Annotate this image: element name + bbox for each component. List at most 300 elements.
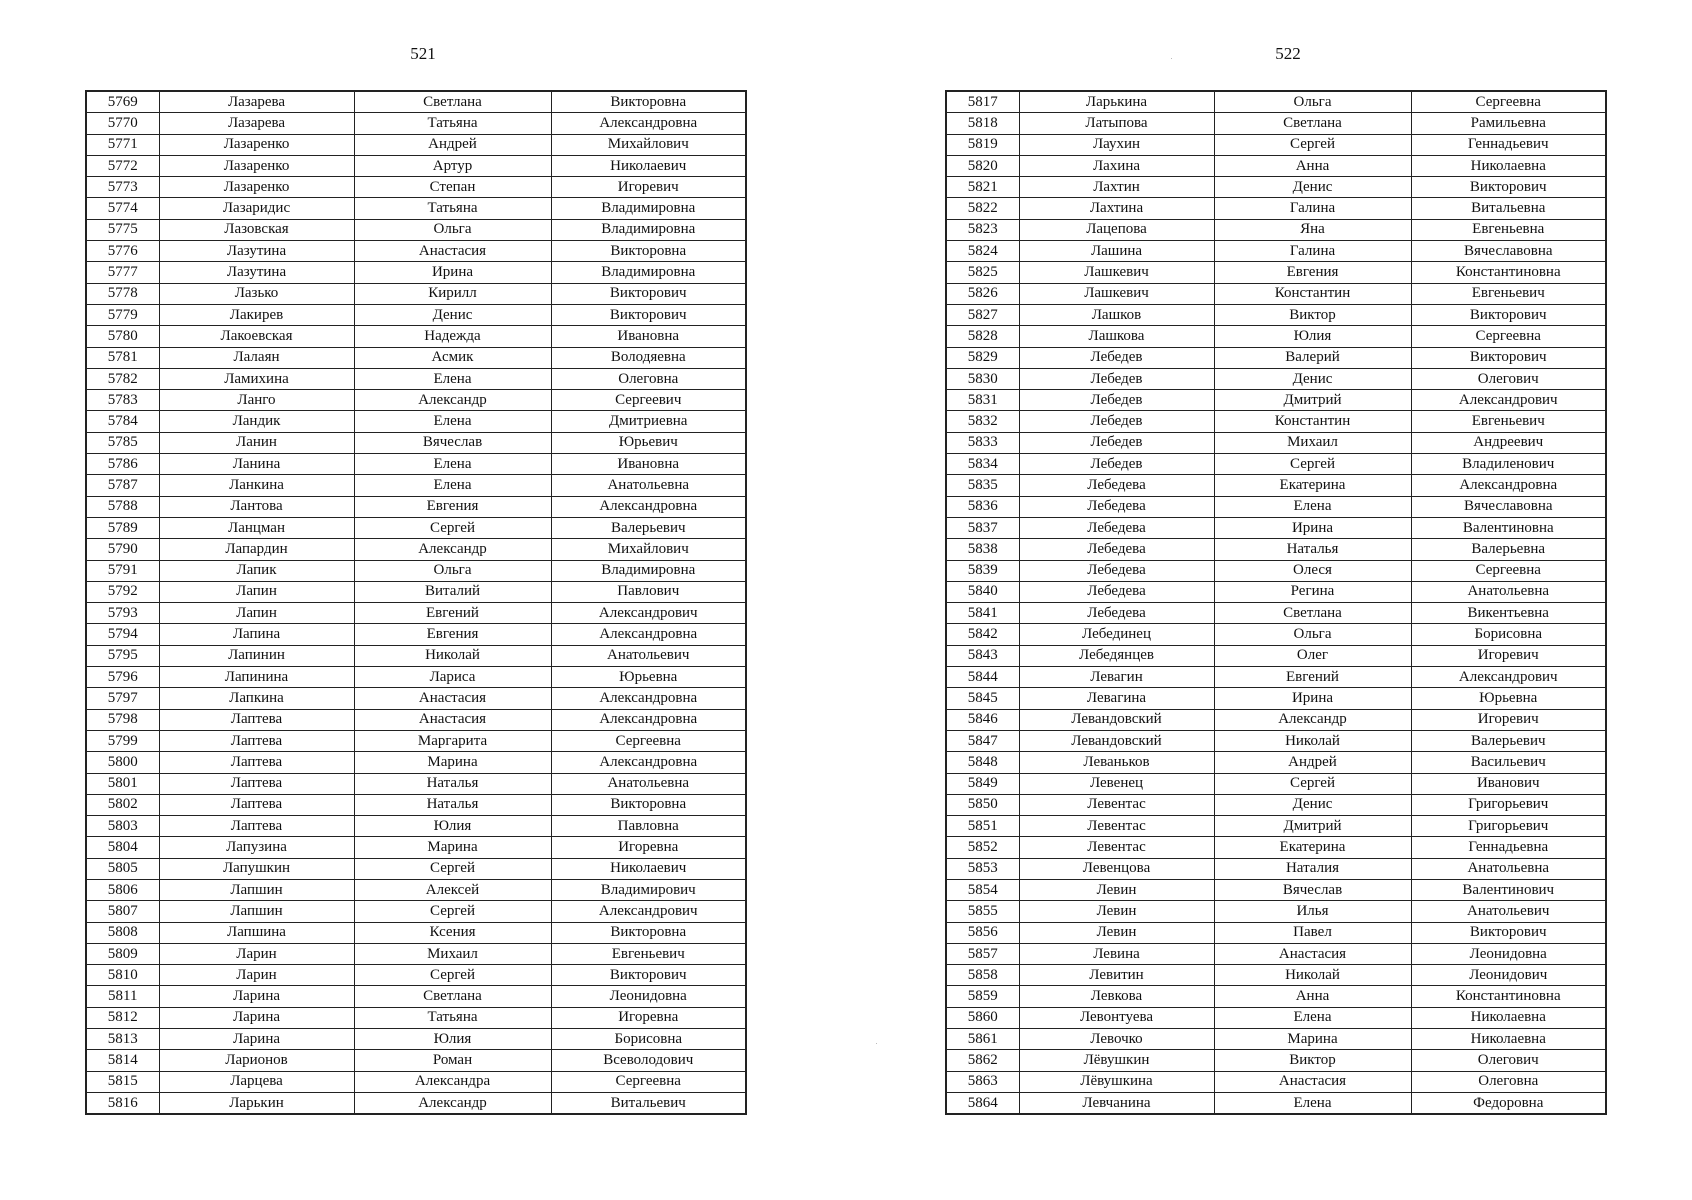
first-name-cell: Елена (354, 454, 551, 475)
table-row (86, 816, 746, 837)
last-name-cell: Ларин (159, 943, 354, 964)
roster-table-left (85, 90, 747, 1115)
first-name-cell: Виталий (354, 581, 551, 602)
first-name-cell: Евгений (1214, 667, 1411, 688)
row-number-cell: 5809 (86, 943, 159, 964)
first-name-cell: Екатерина (1214, 475, 1411, 496)
patronymic-cell: Вячеславовна (1411, 241, 1606, 262)
patronymic-cell: Юрьевич (551, 432, 746, 453)
table-row (946, 411, 1606, 432)
patronymic-cell: Дмитриевна (551, 411, 746, 432)
first-name-cell: Александр (1214, 709, 1411, 730)
patronymic-cell: Павлович (551, 581, 746, 602)
patronymic-cell: Александрович (551, 901, 746, 922)
last-name-cell: Лапшин (159, 901, 354, 922)
row-number-cell: 5784 (86, 411, 159, 432)
first-name-cell: Марина (354, 752, 551, 773)
patronymic-cell: Леонидович (1411, 965, 1606, 986)
row-number-cell: 5852 (946, 837, 1019, 858)
scan-speck (1171, 58, 1172, 59)
patronymic-cell: Владимировна (551, 219, 746, 240)
row-number-cell: 5840 (946, 581, 1019, 602)
table-row (946, 901, 1606, 922)
last-name-cell: Леваньков (1019, 752, 1214, 773)
table-row (86, 667, 746, 688)
table-row (946, 560, 1606, 581)
last-name-cell: Лаптева (159, 816, 354, 837)
table-row (86, 1092, 746, 1114)
last-name-cell: Левагин (1019, 667, 1214, 688)
table-row (946, 283, 1606, 304)
table-row (946, 943, 1606, 964)
table-row (946, 730, 1606, 751)
last-name-cell: Лебедева (1019, 475, 1214, 496)
patronymic-cell: Федоровна (1411, 1092, 1606, 1114)
first-name-cell: Галина (1214, 198, 1411, 219)
last-name-cell: Левочко (1019, 1029, 1214, 1050)
table-row (946, 113, 1606, 134)
patronymic-cell: Викторович (551, 965, 746, 986)
table-row (946, 667, 1606, 688)
table-row (86, 454, 746, 475)
table-row (946, 752, 1606, 773)
first-name-cell: Дмитрий (1214, 390, 1411, 411)
patronymic-cell: Валерьевна (1411, 539, 1606, 560)
first-name-cell: Николай (1214, 730, 1411, 751)
first-name-cell: Светлана (354, 986, 551, 1007)
first-name-cell: Дмитрий (1214, 816, 1411, 837)
row-number-cell: 5822 (946, 198, 1019, 219)
table-row (86, 624, 746, 645)
last-name-cell: Лаухин (1019, 134, 1214, 155)
last-name-cell: Ларина (159, 1007, 354, 1028)
patronymic-cell: Александрович (551, 603, 746, 624)
last-name-cell: Лаптева (159, 773, 354, 794)
first-name-cell: Ольга (1214, 624, 1411, 645)
patronymic-cell: Олегович (1411, 368, 1606, 389)
patronymic-cell: Владимирович (551, 879, 746, 900)
row-number-cell: 5792 (86, 581, 159, 602)
patronymic-cell: Константиновна (1411, 262, 1606, 283)
first-name-cell: Ирина (354, 262, 551, 283)
table-row (86, 879, 746, 900)
scan-speck (876, 1043, 877, 1044)
row-number-cell: 5847 (946, 730, 1019, 751)
last-name-cell: Левонтуева (1019, 1007, 1214, 1028)
row-number-cell: 5830 (946, 368, 1019, 389)
first-name-cell: Светлана (1214, 603, 1411, 624)
first-name-cell: Сергей (354, 517, 551, 538)
row-number-cell: 5856 (946, 922, 1019, 943)
first-name-cell: Светлана (1214, 113, 1411, 134)
patronymic-cell: Валерьевич (551, 517, 746, 538)
row-number-cell: 5797 (86, 688, 159, 709)
row-number-cell: 5813 (86, 1029, 159, 1050)
row-number-cell: 5834 (946, 454, 1019, 475)
first-name-cell: Надежда (354, 326, 551, 347)
patronymic-cell: Леонидовна (1411, 943, 1606, 964)
row-number-cell: 5769 (86, 91, 159, 113)
patronymic-cell: Викторович (551, 283, 746, 304)
row-number-cell: 5835 (946, 475, 1019, 496)
row-number-cell: 5781 (86, 347, 159, 368)
patronymic-cell: Александровна (551, 496, 746, 517)
first-name-cell: Анастасия (354, 688, 551, 709)
row-number-cell: 5790 (86, 539, 159, 560)
patronymic-cell: Юрьевна (1411, 688, 1606, 709)
row-number-cell: 5800 (86, 752, 159, 773)
last-name-cell: Левентас (1019, 794, 1214, 815)
first-name-cell: Татьяна (354, 1007, 551, 1028)
row-number-cell: 5787 (86, 475, 159, 496)
last-name-cell: Лебедев (1019, 347, 1214, 368)
row-number-cell: 5808 (86, 922, 159, 943)
row-number-cell: 5864 (946, 1092, 1019, 1114)
patronymic-cell: Валентинович (1411, 879, 1606, 900)
patronymic-cell: Евгеньевна (1411, 219, 1606, 240)
last-name-cell: Ланцман (159, 517, 354, 538)
first-name-cell: Ольга (1214, 91, 1411, 113)
row-number-cell: 5812 (86, 1007, 159, 1028)
first-name-cell: Сергей (1214, 134, 1411, 155)
patronymic-cell: Николаевна (1411, 1007, 1606, 1028)
table-row (946, 773, 1606, 794)
patronymic-cell: Игоревна (551, 837, 746, 858)
first-name-cell: Александр (354, 1092, 551, 1114)
first-name-cell: Светлана (354, 91, 551, 113)
last-name-cell: Лантова (159, 496, 354, 517)
first-name-cell: Ольга (354, 560, 551, 581)
first-name-cell: Анастасия (354, 709, 551, 730)
last-name-cell: Лаптева (159, 794, 354, 815)
row-number-cell: 5833 (946, 432, 1019, 453)
patronymic-cell: Николаевич (551, 858, 746, 879)
last-name-cell: Лацепова (1019, 219, 1214, 240)
last-name-cell: Лашков (1019, 304, 1214, 325)
first-name-cell: Олег (1214, 645, 1411, 666)
first-name-cell: Наталья (354, 773, 551, 794)
last-name-cell: Лазарева (159, 91, 354, 113)
table-row (86, 730, 746, 751)
first-name-cell: Юлия (1214, 326, 1411, 347)
last-name-cell: Лапшин (159, 879, 354, 900)
row-number-cell: 5773 (86, 177, 159, 198)
first-name-cell: Анастасия (1214, 943, 1411, 964)
table-row (946, 1071, 1606, 1092)
patronymic-cell: Олеговна (551, 368, 746, 389)
last-name-cell: Лебедев (1019, 411, 1214, 432)
last-name-cell: Лебедева (1019, 517, 1214, 538)
roster-table-right (945, 90, 1607, 1115)
last-name-cell: Левин (1019, 922, 1214, 943)
last-name-cell: Левагина (1019, 688, 1214, 709)
row-number-cell: 5807 (86, 901, 159, 922)
last-name-cell: Лаптева (159, 709, 354, 730)
row-number-cell: 5851 (946, 816, 1019, 837)
table-row (86, 496, 746, 517)
row-number-cell: 5820 (946, 155, 1019, 176)
last-name-cell: Латыпова (1019, 113, 1214, 134)
table-row (86, 560, 746, 581)
patronymic-cell: Александровна (551, 624, 746, 645)
row-number-cell: 5789 (86, 517, 159, 538)
last-name-cell: Лебедева (1019, 603, 1214, 624)
table-row (946, 709, 1606, 730)
patronymic-cell: Михайлович (551, 539, 746, 560)
patronymic-cell: Сергеевна (551, 1071, 746, 1092)
last-name-cell: Лалаян (159, 347, 354, 368)
last-name-cell: Ларькин (159, 1092, 354, 1114)
first-name-cell: Сергей (354, 858, 551, 879)
table-row (946, 475, 1606, 496)
first-name-cell: Ирина (1214, 517, 1411, 538)
row-number-cell: 5817 (946, 91, 1019, 113)
first-name-cell: Елена (354, 368, 551, 389)
row-number-cell: 5799 (86, 730, 159, 751)
patronymic-cell: Игоревич (551, 177, 746, 198)
first-name-cell: Евгения (354, 624, 551, 645)
table-row (86, 134, 746, 155)
table-row (86, 837, 746, 858)
patronymic-cell: Викторовна (551, 91, 746, 113)
patronymic-cell: Владимировна (551, 198, 746, 219)
row-number-cell: 5855 (946, 901, 1019, 922)
last-name-cell: Лебедев (1019, 390, 1214, 411)
table-row (86, 1007, 746, 1028)
first-name-cell: Анастасия (1214, 1071, 1411, 1092)
last-name-cell: Лапинин (159, 645, 354, 666)
table-row (946, 858, 1606, 879)
last-name-cell: Левкова (1019, 986, 1214, 1007)
first-name-cell: Александр (354, 390, 551, 411)
last-name-cell: Лёвушкина (1019, 1071, 1214, 1092)
table-row (946, 134, 1606, 155)
last-name-cell: Левандовский (1019, 730, 1214, 751)
last-name-cell: Ларионов (159, 1050, 354, 1071)
table-row (946, 603, 1606, 624)
row-number-cell: 5849 (946, 773, 1019, 794)
last-name-cell: Лазарева (159, 113, 354, 134)
patronymic-cell: Анатольевна (551, 475, 746, 496)
table-row (86, 858, 746, 879)
table-row (946, 539, 1606, 560)
first-name-cell: Денис (1214, 794, 1411, 815)
first-name-cell: Марина (354, 837, 551, 858)
patronymic-cell: Александровна (551, 113, 746, 134)
first-name-cell: Михаил (1214, 432, 1411, 453)
first-name-cell: Михаил (354, 943, 551, 964)
first-name-cell: Денис (1214, 368, 1411, 389)
table-row (946, 816, 1606, 837)
row-number-cell: 5827 (946, 304, 1019, 325)
last-name-cell: Лахтина (1019, 198, 1214, 219)
patronymic-cell: Викторович (1411, 922, 1606, 943)
table-row (946, 1029, 1606, 1050)
patronymic-cell: Викторович (551, 304, 746, 325)
row-number-cell: 5803 (86, 816, 159, 837)
table-row (946, 390, 1606, 411)
patronymic-cell: Володяевна (551, 347, 746, 368)
last-name-cell: Лебедева (1019, 560, 1214, 581)
patronymic-cell: Игоревич (1411, 645, 1606, 666)
table-row (946, 454, 1606, 475)
row-number-cell: 5775 (86, 219, 159, 240)
patronymic-cell: Витальевич (551, 1092, 746, 1114)
table-row (86, 709, 746, 730)
patronymic-cell: Олегович (1411, 1050, 1606, 1071)
last-name-cell: Левенцова (1019, 858, 1214, 879)
first-name-cell: Евгения (354, 496, 551, 517)
patronymic-cell: Владимировна (551, 262, 746, 283)
row-number-cell: 5816 (86, 1092, 159, 1114)
table-row (946, 794, 1606, 815)
last-name-cell: Лебедева (1019, 496, 1214, 517)
row-number-cell: 5844 (946, 667, 1019, 688)
last-name-cell: Лапин (159, 581, 354, 602)
patronymic-cell: Владиленович (1411, 454, 1606, 475)
first-name-cell: Андрей (354, 134, 551, 155)
row-number-cell: 5828 (946, 326, 1019, 347)
row-number-cell: 5857 (946, 943, 1019, 964)
row-number-cell: 5814 (86, 1050, 159, 1071)
row-number-cell: 5770 (86, 113, 159, 134)
first-name-cell: Вячеслав (1214, 879, 1411, 900)
last-name-cell: Лашкевич (1019, 283, 1214, 304)
patronymic-cell: Всеволодович (551, 1050, 746, 1071)
row-number-cell: 5825 (946, 262, 1019, 283)
row-number-cell: 5859 (946, 986, 1019, 1007)
table-row (86, 965, 746, 986)
patronymic-cell: Александрович (1411, 390, 1606, 411)
table-row (86, 773, 746, 794)
patronymic-cell: Игоревич (1411, 709, 1606, 730)
first-name-cell: Артур (354, 155, 551, 176)
row-number-cell: 5846 (946, 709, 1019, 730)
row-number-cell: 5839 (946, 560, 1019, 581)
first-name-cell: Анастасия (354, 241, 551, 262)
table-row (86, 986, 746, 1007)
row-number-cell: 5861 (946, 1029, 1019, 1050)
table-row (86, 91, 746, 113)
first-name-cell: Сергей (354, 965, 551, 986)
table-row (946, 517, 1606, 538)
row-number-cell: 5776 (86, 241, 159, 262)
row-number-cell: 5801 (86, 773, 159, 794)
last-name-cell: Ларькина (1019, 91, 1214, 113)
table-row (946, 879, 1606, 900)
last-name-cell: Лашкевич (1019, 262, 1214, 283)
first-name-cell: Татьяна (354, 198, 551, 219)
table-row (946, 581, 1606, 602)
patronymic-cell: Леонидовна (551, 986, 746, 1007)
last-name-cell: Лебедев (1019, 432, 1214, 453)
patronymic-cell: Анатольевич (1411, 901, 1606, 922)
first-name-cell: Алексей (354, 879, 551, 900)
row-number-cell: 5777 (86, 262, 159, 283)
patronymic-cell: Сергеевна (1411, 326, 1606, 347)
table-row (946, 624, 1606, 645)
last-name-cell: Ларин (159, 965, 354, 986)
row-number-cell: 5863 (946, 1071, 1019, 1092)
row-number-cell: 5821 (946, 177, 1019, 198)
row-number-cell: 5791 (86, 560, 159, 581)
last-name-cell: Лазаренко (159, 155, 354, 176)
row-number-cell: 5858 (946, 965, 1019, 986)
first-name-cell: Марина (1214, 1029, 1411, 1050)
last-name-cell: Лапик (159, 560, 354, 581)
first-name-cell: Андрей (1214, 752, 1411, 773)
first-name-cell: Роман (354, 1050, 551, 1071)
table-row (946, 326, 1606, 347)
first-name-cell: Анна (1214, 986, 1411, 1007)
row-number-cell: 5832 (946, 411, 1019, 432)
table-row (86, 1071, 746, 1092)
row-number-cell: 5843 (946, 645, 1019, 666)
table-row (86, 219, 746, 240)
patronymic-cell: Геннадьевич (1411, 134, 1606, 155)
row-number-cell: 5786 (86, 454, 159, 475)
patronymic-cell: Вячеславовна (1411, 496, 1606, 517)
patronymic-cell: Константиновна (1411, 986, 1606, 1007)
last-name-cell: Лёвушкин (1019, 1050, 1214, 1071)
first-name-cell: Яна (1214, 219, 1411, 240)
table-row (86, 347, 746, 368)
first-name-cell: Ирина (1214, 688, 1411, 709)
table-row (86, 539, 746, 560)
row-number-cell: 5836 (946, 496, 1019, 517)
patronymic-cell: Викторовна (551, 241, 746, 262)
row-number-cell: 5842 (946, 624, 1019, 645)
first-name-cell: Галина (1214, 241, 1411, 262)
patronymic-cell: Михайлович (551, 134, 746, 155)
last-name-cell: Лазаренко (159, 177, 354, 198)
table-row (946, 262, 1606, 283)
first-name-cell: Павел (1214, 922, 1411, 943)
row-number-cell: 5823 (946, 219, 1019, 240)
patronymic-cell: Николаевна (1411, 155, 1606, 176)
table-row (86, 326, 746, 347)
row-number-cell: 5831 (946, 390, 1019, 411)
table-row (946, 1050, 1606, 1071)
table-row (946, 922, 1606, 943)
last-name-cell: Лебедев (1019, 368, 1214, 389)
row-number-cell: 5860 (946, 1007, 1019, 1028)
row-number-cell: 5772 (86, 155, 159, 176)
table-row (86, 390, 746, 411)
first-name-cell: Елена (1214, 496, 1411, 517)
last-name-cell: Ларина (159, 1029, 354, 1050)
first-name-cell: Денис (1214, 177, 1411, 198)
first-name-cell: Константин (1214, 411, 1411, 432)
first-name-cell: Евгения (1214, 262, 1411, 283)
first-name-cell: Илья (1214, 901, 1411, 922)
table-row (946, 91, 1606, 113)
patronymic-cell: Викторовна (551, 794, 746, 815)
patronymic-cell: Борисовна (551, 1029, 746, 1050)
row-number-cell: 5815 (86, 1071, 159, 1092)
last-name-cell: Ламихина (159, 368, 354, 389)
first-name-cell: Наталья (1214, 539, 1411, 560)
patronymic-cell: Анатольевна (1411, 858, 1606, 879)
table-row (946, 177, 1606, 198)
last-name-cell: Лапкина (159, 688, 354, 709)
row-number-cell: 5850 (946, 794, 1019, 815)
last-name-cell: Лашина (1019, 241, 1214, 262)
row-number-cell: 5853 (946, 858, 1019, 879)
row-number-cell: 5783 (86, 390, 159, 411)
last-name-cell: Лахтин (1019, 177, 1214, 198)
row-number-cell: 5771 (86, 134, 159, 155)
